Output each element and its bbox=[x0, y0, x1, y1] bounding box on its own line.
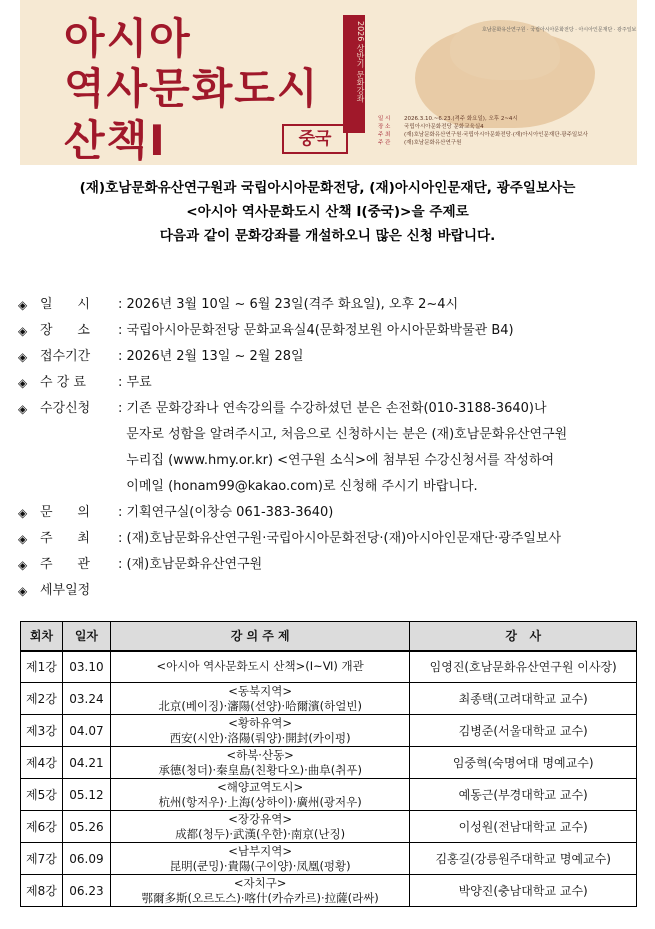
apply-line: 누리집 (www.hmy.or.kr) <연구원 소식>에 첨부된 수강신청서를 작성하여 bbox=[118, 453, 555, 468]
cell-topic: <황하유역> 西安(시안)·洛陽(뤄양)·開封(카이펑) bbox=[110, 715, 409, 747]
cell-session: 제1강 bbox=[21, 651, 63, 683]
banner-info bbox=[378, 115, 588, 147]
cell-lecturer: 김홍길(강릉원주대학교 명예교수) bbox=[410, 843, 637, 875]
info-value: : 2026년 2월 13일 ~ 2월 28일 bbox=[118, 349, 304, 364]
cell-session: 제7강 bbox=[21, 843, 63, 875]
banner-info-row: 일 시 2026.3.10.~6.23.(격주 화요일), 오후 2~4시 bbox=[378, 116, 518, 122]
cell-lecturer: 예동근(부경대학교 교수) bbox=[410, 779, 637, 811]
info-label: 세부일정 bbox=[40, 583, 91, 598]
cell-session: 제8강 bbox=[21, 875, 63, 907]
banner-title-line3: 산책Ⅰ bbox=[64, 116, 167, 165]
info-organizer bbox=[18, 552, 638, 578]
cell-lecturer: 임중혁(숙명여대 명예교수) bbox=[410, 747, 637, 779]
cell-topic: <장강유역> 成都(청두)·武漢(우한)·南京(난징) bbox=[110, 811, 409, 843]
diamond-bullet-icon: ◈ bbox=[18, 324, 28, 338]
cell-lecturer: 최종택(고려대학교 교수) bbox=[410, 683, 637, 715]
intro-line: (재)호남문화유산연구원과 국립아시아문화전당, (재)아시아인문재단, 광주일보사는 bbox=[79, 180, 576, 196]
banner-title-line2: 역사문화도시 bbox=[64, 64, 320, 113]
sponsor-logos: 호남문화유산연구원 · 국립아시아문화전당 · 아시아인문재단 · 광주일보 bbox=[482, 27, 637, 33]
info-label: 수 강 료 bbox=[40, 375, 86, 390]
info-label: 일 시 bbox=[40, 297, 90, 312]
info-value: : 국립아시아문화전당 문화교육실4(문화정보원 아시아문화박물관 B4) bbox=[118, 323, 514, 338]
col-header-session: 회차 bbox=[21, 622, 63, 651]
info-date bbox=[18, 292, 638, 318]
cell-topic: <동북지역> 北京(베이징)·瀋陽(선양)·哈爾濱(하얼빈) bbox=[110, 683, 409, 715]
cell-date: 06.23 bbox=[62, 875, 110, 907]
diamond-bullet-icon: ◈ bbox=[18, 402, 28, 416]
info-place bbox=[18, 318, 638, 344]
banner-info-row: 주 관 (재)호남문화유산연구원 bbox=[378, 140, 462, 146]
cell-date: 05.26 bbox=[62, 811, 110, 843]
diamond-bullet-icon: ◈ bbox=[18, 558, 28, 572]
table-row bbox=[21, 779, 637, 811]
table-row bbox=[21, 651, 637, 683]
info-period bbox=[18, 344, 638, 370]
info-label: 장 소 bbox=[40, 323, 90, 338]
table-row bbox=[21, 683, 637, 715]
diamond-bullet-icon: ◈ bbox=[18, 584, 28, 598]
cell-date: 04.07 bbox=[62, 715, 110, 747]
diamond-bullet-icon: ◈ bbox=[18, 532, 28, 546]
diamond-bullet-icon: ◈ bbox=[18, 376, 28, 390]
col-header-date: 일자 bbox=[62, 622, 110, 651]
cell-session: 제3강 bbox=[21, 715, 63, 747]
diamond-bullet-icon: ◈ bbox=[18, 506, 28, 520]
cell-lecturer: 김병준(서울대학교 교수) bbox=[410, 715, 637, 747]
cell-topic: <자치구> 鄂爾多斯(오르도스)·喀什(카슈카르)·拉薩(라싸) bbox=[110, 875, 409, 907]
cell-lecturer: 이성원(전남대학교 교수) bbox=[410, 811, 637, 843]
cell-date: 06.09 bbox=[62, 843, 110, 875]
banner-vertical-strip bbox=[343, 15, 365, 133]
cell-date: 05.12 bbox=[62, 779, 110, 811]
banner-title-line1: 아시아 bbox=[64, 14, 192, 63]
info-value bbox=[118, 396, 638, 500]
cell-topic: <남부지역> 昆明(쿤밍)·貴陽(구이양)·凤凰(펑황) bbox=[110, 843, 409, 875]
info-value: : (재)호남문화유산연구원 bbox=[118, 557, 263, 572]
info-label: 주 관 bbox=[40, 557, 90, 572]
info-value: : 2026년 3월 10일 ~ 6월 23일(격주 화요일), 오후 2~4시 bbox=[118, 297, 459, 312]
info-host bbox=[18, 526, 638, 552]
info-value: : 기획연구실(이창승 061-383-3640) bbox=[118, 505, 334, 520]
cell-topic: <해양교역도시> 杭州(항저우)·上海(상하이)·廣州(광저우) bbox=[110, 779, 409, 811]
china-tag: 중국 bbox=[282, 124, 348, 154]
cell-date: 03.24 bbox=[62, 683, 110, 715]
cell-topic: <하북·산동> 承德(청더)·秦皇島(친황다오)·曲阜(취푸) bbox=[110, 747, 409, 779]
info-contact bbox=[18, 500, 638, 526]
apply-line: : 기존 문화강좌나 연속강의를 수강하셨던 분은 손전화(010-3188-3640)나 bbox=[118, 401, 547, 416]
cell-session: 제4강 bbox=[21, 747, 63, 779]
info-label: 문 의 bbox=[40, 505, 90, 520]
banner-info-row: 주 최 (재)호남문화유산연구원·국립아시아문화전당·(재)아시아인문재단·광주일보사 bbox=[378, 132, 588, 138]
col-header-topic: 강 의 주 제 bbox=[110, 622, 409, 651]
apply-line: 문자로 성함을 알려주시고, 처음으로 신청하시는 분은 (재)호남문화유산연구원 bbox=[118, 427, 568, 442]
table-row bbox=[21, 811, 637, 843]
info-value: : (재)호남문화유산연구원·국립아시아문화전당·(재)아시아인문재단·광주일보사 bbox=[118, 531, 562, 546]
intro-paragraph bbox=[0, 176, 655, 248]
intro-line: <아시아 역사문화도시 산책 Ⅰ(중국)>을 주제로 bbox=[186, 204, 469, 220]
schedule-table bbox=[20, 621, 637, 907]
info-value: : 무료 bbox=[118, 375, 152, 390]
info-apply bbox=[18, 396, 638, 500]
info-label: 접수기간 bbox=[40, 349, 91, 364]
table-row bbox=[21, 715, 637, 747]
table-row bbox=[21, 747, 637, 779]
banner-info-row: 장 소 국립아시아문화전당 문화교육실4 bbox=[378, 124, 484, 130]
cell-lecturer: 박양진(충남대학교 교수) bbox=[410, 875, 637, 907]
banner-vertical-text: 2026 상반기 문화강좌 bbox=[356, 21, 365, 103]
course-info-list bbox=[18, 292, 638, 604]
info-schedule-heading bbox=[18, 578, 638, 604]
intro-line: 다음과 같이 문화강좌를 개설하오니 많은 신청 바랍니다. bbox=[159, 228, 496, 244]
cell-date: 04.21 bbox=[62, 747, 110, 779]
cell-date: 03.10 bbox=[62, 651, 110, 683]
diamond-bullet-icon: ◈ bbox=[18, 298, 28, 312]
info-label: 주 최 bbox=[40, 531, 90, 546]
table-row bbox=[21, 843, 637, 875]
info-label: 수강신청 bbox=[40, 401, 91, 416]
cell-topic: <아시아 역사문화도시 산책>(Ⅰ~Ⅵ) 개관 bbox=[110, 651, 409, 683]
table-row bbox=[21, 875, 637, 907]
cell-lecturer: 임영진(호남문화유산연구원 이사장) bbox=[410, 651, 637, 683]
diamond-bullet-icon: ◈ bbox=[18, 350, 28, 364]
cell-session: 제6강 bbox=[21, 811, 63, 843]
cell-session: 제5강 bbox=[21, 779, 63, 811]
cell-session: 제2강 bbox=[21, 683, 63, 715]
poster-banner bbox=[20, 0, 637, 165]
table-header-row bbox=[21, 622, 637, 651]
col-header-lecturer: 강 사 bbox=[410, 622, 637, 651]
info-fee bbox=[18, 370, 638, 396]
apply-line: 이메일 (honam99@kakao.com)로 신청해 주시기 바랍니다. bbox=[118, 479, 478, 494]
